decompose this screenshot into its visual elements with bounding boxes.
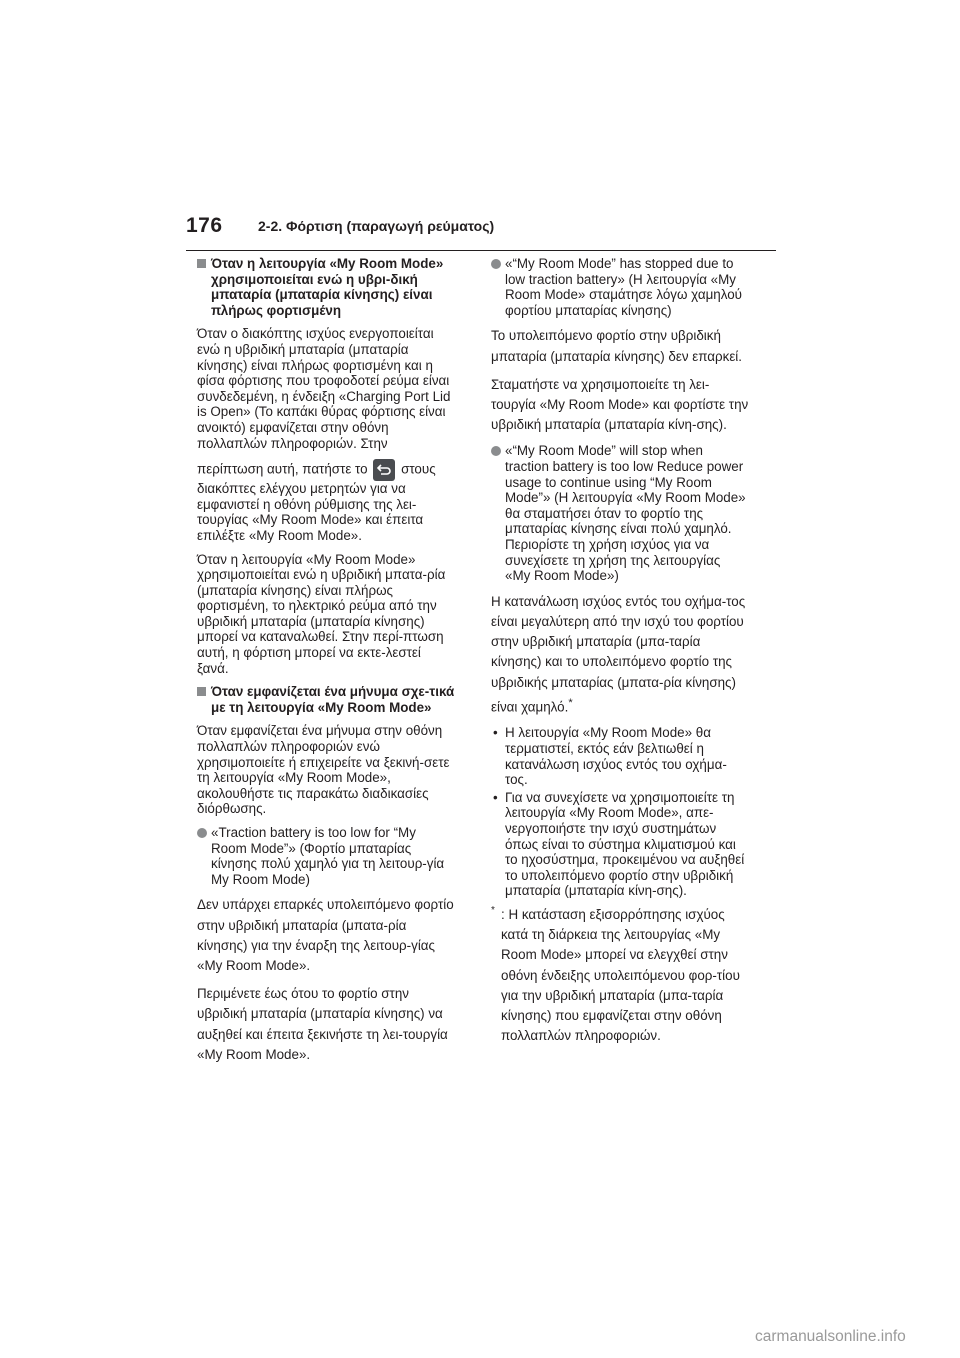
message-heading	[491, 443, 749, 583]
paragraph: Όταν εμφανίζεται ένα μήνυμα στην οθόνη πολλαπλών πληροφοριών ενώ χρησιμοποιείτε ή επιχειρείτε να ξεκινή-σετε τη λειτουργία «My Room Mode», ακολουθήστε τις παρακάτω διαδικασίες διόρθωσης.	[197, 723, 450, 817]
section-heading	[197, 684, 455, 715]
watermark: carmanualsonline.info	[755, 1328, 906, 1345]
message-text: «“My Room Mode” will stop when traction battery is too low Reduce power usage to continue using “My Room Mode”» (Η λειτουργία «My Room Mode» θα σταματήσει όταν το φορτίο της μπαταρίας κίνησης είναι πολύ χαμηλό. Περιορίστε τη χρήση ισχύος για να συνεχίσετε τη χρήση της λειτουργίας «My Room Mode»)	[505, 443, 746, 584]
bullet-list	[491, 725, 749, 899]
left-column	[197, 256, 455, 1073]
heading-text: Όταν η λειτουργία «My Room Mode» χρησιμοποιείται ενώ η υβρι-δική μπαταρία (μπαταρία κίνησης) είναι πλήρως φορτισμένη	[211, 256, 444, 318]
paragraph-with-button	[197, 459, 455, 543]
circle-bullet-icon	[491, 259, 501, 269]
paragraph: Περιμένετε έως ότου το φορτίο στην υβριδική μπαταρία (μπαταρία κίνησης) να αυξηθεί και έπειτα ξεκινήστε τη λει-τουργία «My Room Mode».	[197, 986, 448, 1062]
message-text: «Traction battery is too low for “My Room Mode”» (Φορτίο μπαταρίας κίνησης πολύ χαμηλό για τη λειτουρ-γία My Room Mode)	[211, 825, 445, 887]
footnote-marker: *	[568, 696, 573, 709]
back-button-icon	[373, 459, 395, 481]
right-column	[491, 256, 749, 1046]
section-heading	[197, 256, 455, 318]
header-rule	[186, 250, 776, 251]
paragraph: Το υπολειπόμενο φορτίο στην υβριδική μπαταρία (μπαταρία κίνησης) δεν επαρκεί.	[491, 328, 742, 364]
page-number: 176	[186, 214, 223, 237]
paragraph-text: περίπτωση αυτή, πατήστε το	[197, 461, 368, 477]
paragraph: Σταματήστε να χρησιμοποιείτε τη λει-τουργία «My Room Mode» και φορτίστε την υβριδική μπαταρία (μπαταρία κίνη-σης).	[491, 376, 749, 433]
square-bullet-icon	[197, 687, 206, 696]
chapter-title: 2-2. Φόρτιση (παραγωγή ρεύματος)	[258, 218, 495, 234]
paragraph: Όταν ο διακόπτης ισχύος ενεργοποιείται ενώ η υβριδική μπαταρία (μπαταρία κίνησης) είναι πλήρως φορτισμένη και η φίσα φόρτισης που τροφοδοτεί ρεύμα είναι συνδεδεμένη, η ένδειξη «Charging Port Lid is Open» (Το καπάκι θύρας φόρτισης είναι ανοικτό) εμφανίζεται στην οθόνη πολλαπλών πληροφοριών. Στην	[197, 326, 451, 451]
paragraph-text: Η κατανάλωση ισχύος εντός του οχήμα-τος είναι μεγαλύτερη από την ισχύ του φορτίου στην υβριδική μπαταρία (μπα-ταρία κίνησης) και το υπολειπόμενο φορτίο της υβριδικής μπαταρίας (μπατα-ρία κίνησης) είναι χαμηλό.	[491, 593, 746, 715]
paragraph: Δεν υπάρχει επαρκές υπολειπόμενο φορτίο στην υβριδική μπαταρία (μπατα-ρία κίνησης) για την έναρξη της λειτουρ-γίας «My Room Mode».	[197, 897, 454, 973]
message-heading	[491, 256, 749, 318]
paragraph-text: στους διακόπτες ελέγχου μετρητών για να εμφανιστεί η οθόνη ρύθμισης της λει-τουργίας «My Room Mode» και έπειτα επιλέξτε «My Room Mode».	[197, 461, 436, 543]
heading-text: Όταν εμφανίζεται ένα μήνυμα σχε-τικά με τη λειτουργία «My Room Mode»	[211, 684, 455, 715]
list-item: • Η λειτουργία «My Room Mode» θα τερματιστεί, εκτός εάν βελτιωθεί η κατανάλωση ισχύος εντός του οχήμα-τος.	[491, 725, 749, 787]
paragraph: Όταν η λειτουργία «My Room Mode» χρησιμοποιείται ενώ η υβριδική μπατα-ρία (μπαταρία κίνησης) είναι πλήρως φορτισμένη, το ηλεκτρικό ρεύμα από την υβριδική μπαταρία (μπαταρία κίνησης) μπορεί να καταναλωθεί. Στην περί-πτωση αυτή, η φόρτιση μπορεί να εκτε-λεστεί ξανά.	[197, 551, 446, 676]
paragraph	[491, 592, 749, 718]
circle-bullet-icon	[197, 828, 207, 838]
footnote	[491, 905, 749, 1046]
message-text: «“My Room Mode” has stopped due to low traction battery» (Η λειτουργία «My Room Mode» σταμάτησε λόγω χαμηλού φορτίου μπαταρίας κίνησης)	[505, 256, 743, 318]
message-heading	[197, 825, 455, 887]
square-bullet-icon	[197, 259, 206, 268]
circle-bullet-icon	[491, 446, 501, 456]
footnote-marker: *	[491, 904, 495, 916]
footnote-text: : Η κατάσταση εξισορρόπησης ισχύος κατά τη διάρκεια της λειτουργίας «My Room Mode» μπορεί να ελεγχθεί στην οθόνη ένδειξης υπολειπόμενου φορ-τίου για την υβριδική μπαταρία (μπα-ταρία κίνησης) που εμφανίζεται στην οθόνη πολλαπλών πληροφοριών.	[501, 906, 740, 1044]
list-item: • Για να συνεχίσετε να χρησιμοποιείτε τη λειτουργία «My Room Mode», απε-νεργοποιήστε την ισχύ συστημάτων όπως είναι το σύστημα κλιματισμού και το ηχοσύστημα, προκειμένου να αυξηθεί το υπολειπόμενο φορτίο στην υβριδική μπαταρία (μπαταρία κίνη-σης).	[491, 790, 749, 899]
